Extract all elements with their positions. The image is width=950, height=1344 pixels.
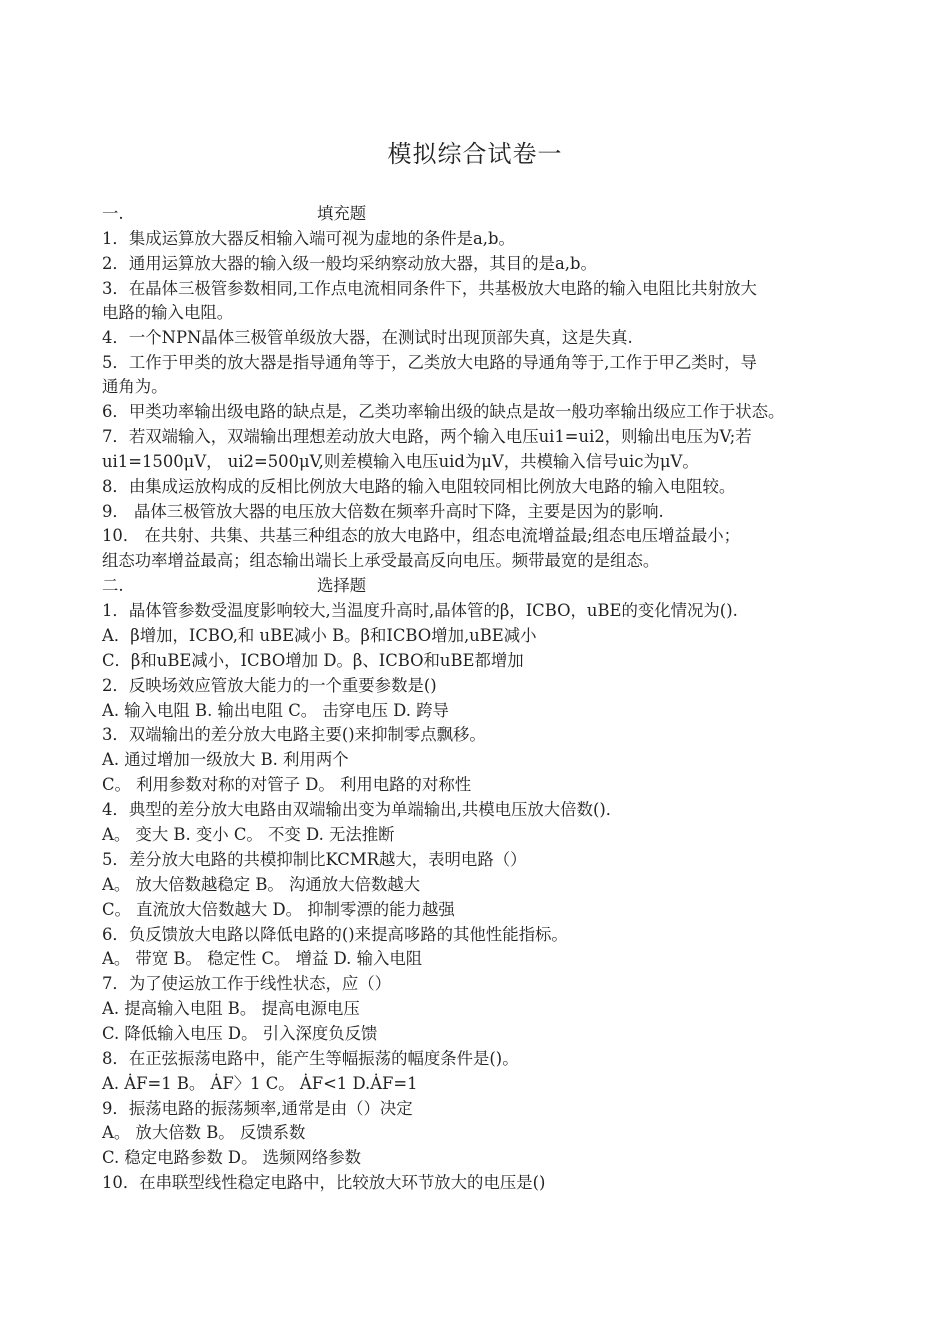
text-line: 通角为。 <box>102 377 168 396</box>
text-line: 1．集成运算放大器反相输入端可视为虚地的条件是a,b。 <box>102 229 515 248</box>
text-line: C. 稳定电路参数 D。 选频网络参数 <box>102 1148 362 1167</box>
text-line: A。 放大倍数 B。 反馈系数 <box>102 1123 306 1142</box>
text-line: 3．双端输出的差分放大电路主要()来抑制零点飘移。 <box>102 725 486 744</box>
text-line: 4．一个NPN晶体三极管单级放大器，在测试时出现顶部失真，这是失真. <box>102 328 633 347</box>
text-line: ui1=1500μV， ui2=500μV,则差模输入电压uid为μV，共模输入信号uic为μV。 <box>102 452 699 471</box>
section-heading-fill <box>102 201 902 226</box>
text-line: A。 放大倍数越稳定 B。 沟通放大倍数越大 <box>102 875 421 894</box>
text-line: A。 变大 B. 变小 C。 不变 D. 无法推断 <box>102 825 395 844</box>
text-line: 7．若双端输入，双端输出理想差动放大电路，两个输入电压ui1=ui2，则输出电压为V;若 <box>102 427 752 446</box>
text-line: 5．差分放大电路的共模抑制比KCMR越大，表明电路（） <box>102 850 527 869</box>
text-line: A. ȦF=1 B。 ȦF〉1 C。 ȦF<1 D.ȦF=1 <box>102 1074 418 1093</box>
text-line: A．β增加，ICBO,和 uBE减小 B。β和ICBO增加,uBE减小 <box>102 626 537 645</box>
text-line: 组态功率增益最高；组态输出端长上承受最高反向电压。频带最宽的是组态。 <box>102 551 660 570</box>
text-line: 9．振荡电路的振荡频率,通常是由（）决定 <box>102 1099 413 1118</box>
text-line: 3．在晶体三极管参数相同,工作点电流相同条件下，共基极放大电路的输入电阻比共射放大 <box>102 279 757 298</box>
text-line: 5．工作于甲类的放大器是指导通角等于，乙类放大电路的导通角等于,工作于甲乙类时，导 <box>102 353 757 372</box>
text-line: 7．为了使运放工作于线性状态，应（） <box>102 974 392 993</box>
text-line: 10．在串联型线性稳定电路中，比较放大环节放大的电压是() <box>102 1173 546 1192</box>
text-line: 6．甲类功率输出级电路的缺点是，乙类功率输出级的缺点是故一般功率输出级应工作于状态。 <box>102 402 785 421</box>
section-heading-choice <box>102 573 902 598</box>
text-line: A. 提高输入电阻 B。 提高电源电压 <box>102 999 360 1018</box>
text-line: 6．负反馈放大电路以降低电路的()来提高哆路的其他性能指标。 <box>102 925 568 944</box>
text-line: A。 带宽 B。 稳定性 C。 增益 D. 输入电阻 <box>102 949 423 968</box>
text-line: 10． 在共射、共集、共基三种组态的放大电路中，组态电流增益最;组态电压增益最小； <box>102 526 741 545</box>
text-line: A. 输入电阻 B. 输出电阻 C。 击穿电压 D. 跨导 <box>102 701 449 720</box>
text-line: 2．通用运算放大器的输入级一般均采纳察动放大器，其目的是a,b。 <box>102 254 597 273</box>
text-line: 9． 晶体三极管放大器的电压放大倍数在频率升高时下降，主要是因为的影响. <box>102 502 664 521</box>
section-number: 一. <box>102 204 124 223</box>
text-line: C。 直流放大倍数越大 D。 抑制零漂的能力越强 <box>102 900 455 919</box>
document-title: 模拟综合试卷一 <box>387 140 563 168</box>
text-line: 8．由集成运放构成的反相比例放大电路的输入电阻较同相比例放大电路的输入电阻较。 <box>102 477 736 496</box>
text-line: C。 利用参数对称的对管子 D。 利用电路的对称性 <box>102 775 472 794</box>
text-line: 1．晶体管参数受温度影响较大,当温度升高时,晶体管的β，ICBO，uBE的变化情况为(). <box>102 601 738 620</box>
text-line: 电路的输入电阻。 <box>102 303 234 322</box>
text-line: 4．典型的差分放大电路由双端输出变为单端输出,共模电压放大倍数()． <box>102 800 623 819</box>
text-line: A. 通过增加一级放大 B. 利用两个 <box>102 750 349 769</box>
section-name: 填充题 <box>317 204 367 223</box>
text-line: 2．反映场效应管放大能力的一个重要参数是() <box>102 676 437 695</box>
text-line: 8．在正弦振荡电路中，能产生等幅振荡的幅度条件是()。 <box>102 1049 519 1068</box>
text-line: C. 降低输入电压 D。 引入深度负反馈 <box>102 1024 378 1043</box>
section-name: 选择题 <box>317 576 367 595</box>
text-line: C．β和uBE减小，ICBO增加 D。β、ICBO和uBE都增加 <box>102 651 524 670</box>
section-number: 二. <box>102 576 124 595</box>
